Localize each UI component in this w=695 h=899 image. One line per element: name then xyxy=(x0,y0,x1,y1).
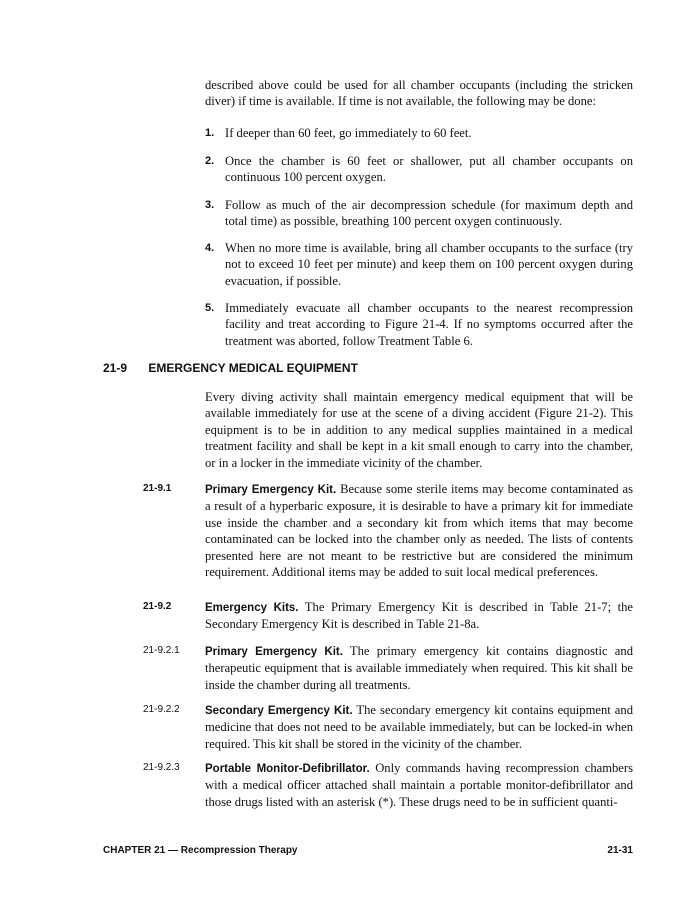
paragraph-number: 21-9.2.3 xyxy=(143,762,180,773)
section-body: Every diving activity shall maintain emergency medical equipment that will be available immediately for use at the scene of a diving accident (Figure 21-2). This equipment is to be in addition to any medical supplies maintained in a medical treatment facility and shall be kept in a kit small enough to carry into the chamber, or in a locker in the immediate vicinity of the chamber. xyxy=(205,390,633,470)
section-number: 21-9 xyxy=(103,361,128,375)
footer-page-number: 21-31 xyxy=(607,845,633,856)
list-text: Immediately evacuate all chamber occupants to the nearest recompression facility and treat according to Figure 21-4. If no symptoms occurred after the treatment was aborted, follow Treatment Table 6. xyxy=(225,301,633,348)
paragraph-lead: Primary Emergency Kit. xyxy=(205,646,343,658)
paragraph-lead: Portable Monitor-Defibrillator. xyxy=(205,763,370,775)
list-text: Follow as much of the air decompression schedule (for maximum depth and total time) as possible, breathing 100 percent oxygen continuously. xyxy=(225,198,633,229)
section-heading xyxy=(103,361,633,375)
list-item xyxy=(205,197,633,230)
list-item xyxy=(205,125,633,141)
paragraph-number: 21-9.2.1 xyxy=(143,645,180,656)
paragraph-lead: Primary Emergency Kit. xyxy=(205,484,337,496)
paragraph-text: The Primary Emergency Kit is described in Table 21-7; the Secondary Emergency Kit is described in Table 21-8a. xyxy=(205,600,633,632)
paragraph-text: Only commands having recompression chambers with a medical officer attached shall maintain a portable monitor-defibrillator and those drugs listed with an asterisk (*). These drugs need to be in sufficient quanti- xyxy=(205,761,633,809)
paragraph xyxy=(205,481,633,580)
paragraph xyxy=(205,599,633,633)
list-text: When no more time is available, bring all chamber occupants to the surface (try not to exceed 10 feet per minute) and keep them on 100 percent oxygen during evacuation, if possible. xyxy=(225,241,633,288)
paragraph-number: 21-9.2.2 xyxy=(143,704,180,715)
paragraph-number: 21-9.1 xyxy=(143,483,172,494)
intro-paragraph: described above could be used for all chamber occupants (including the stricken diver) if time is available. If time is not available, the following may be done: xyxy=(205,78,633,109)
paragraph-text: The primary emergency kit contains diagnostic and therapeutic equipment that is available immediately when required. This kit shall be inside the chamber during all treatments. xyxy=(205,644,633,692)
list-text: Once the chamber is 60 feet or shallower, put all chamber occupants on continuous 100 percent oxygen. xyxy=(225,154,633,185)
paragraph xyxy=(205,760,633,810)
list-number: 5. xyxy=(205,302,215,314)
section-title: EMERGENCY MEDICAL EQUIPMENT xyxy=(148,361,358,375)
list-item xyxy=(205,300,633,349)
list-number: 4. xyxy=(205,242,215,254)
list-item xyxy=(205,240,633,289)
paragraph-text: Because some sterile items may become contaminated as a result of a hyperbaric exposure, it is desirable to have a primary kit for immediate use inside the chamber and a secondary kit from which items that may become contaminated can be locked into the chamber only as needed. The lists of contents presented here are not meant to be restrictive but are considered the minimum requirement. Additional items may be added to suit local medical preferences. xyxy=(205,482,633,580)
list-number: 2. xyxy=(205,155,215,167)
footer-chapter: CHAPTER 21 — Recompression Therapy xyxy=(103,845,298,856)
list-item xyxy=(205,153,633,186)
paragraph-number: 21-9.2 xyxy=(143,601,172,612)
paragraph-lead: Emergency Kits. xyxy=(205,602,299,614)
paragraph xyxy=(205,702,633,752)
paragraph-text: The secondary emergency kit contains equipment and medicine that does not need to be available immediately, but can be locked-in when required. This kit shall be stored in the vicinity of the chamber. xyxy=(205,703,633,751)
list-number: 3. xyxy=(205,199,215,211)
list-text: If deeper than 60 feet, go immediately to 60 feet. xyxy=(225,126,472,140)
list-number: 1. xyxy=(205,127,215,139)
paragraph-lead: Secondary Emergency Kit. xyxy=(205,705,353,717)
paragraph xyxy=(205,643,633,693)
